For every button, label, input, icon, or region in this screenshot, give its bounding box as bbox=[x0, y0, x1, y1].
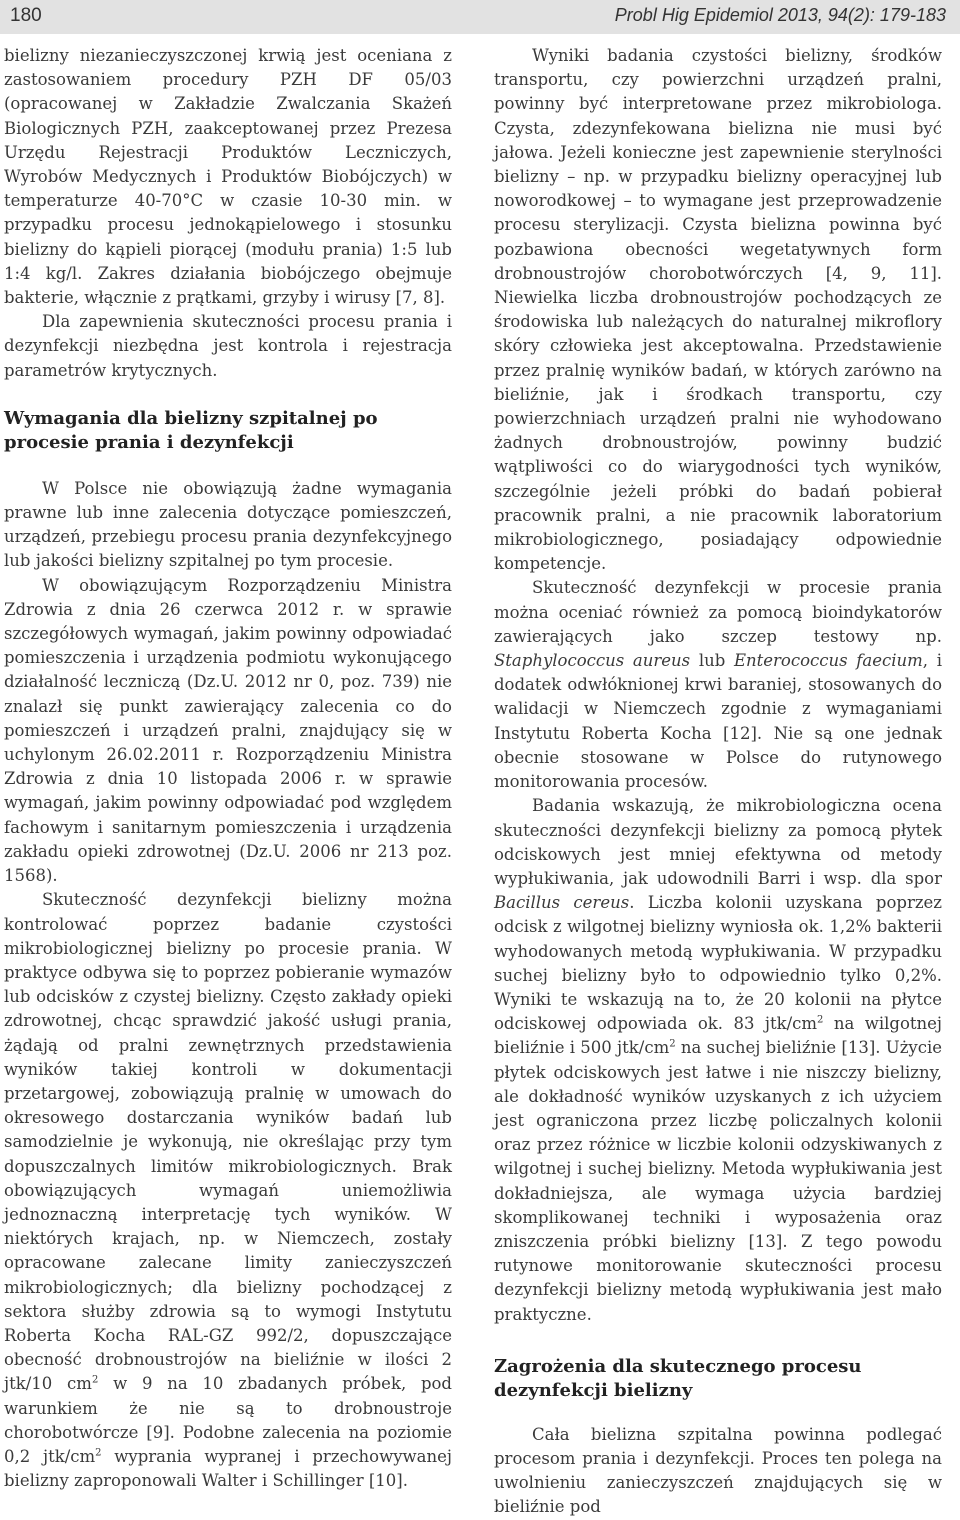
left-paragraph-4: W obowiązującym Rozporządzeniu Ministra Zdrowia z dnia 26 czerwca 2012 r. w sprawie szczegółowych wymagań, jakim powinny odpowiadać pomieszczenia i urządzenia podmiotu wykonującego działalność leczniczą (Dz.U. 2012 nr 0, poz. 739) nie znalazł się punkt zawierający zalecenia co do pomieszczeń i urządzeń pralni, znajdujący się w uchylonym 26.02.2011 r. Rozporządzeniu Ministra Zdrowia z dnia 10 listopada 2006 r. w sprawie wymagań, jakim powinny odpowiadać pod względem fachowym i sanitarnym pomieszczenia i urządzenia zakładu opieki zdrowotnej (Dz.U. 2006 nr 213 poz. 1568). bbox=[4, 575, 452, 886]
section-heading-threats: Zagrożenia dla skutecznego procesu dezynfekcji bielizny bbox=[494, 1355, 862, 1401]
right-paragraph-1: Wyniki badania czystości bielizny, środków transportu, czy powierzchni urządzeń pralni, powinny być interpretowane przez mikrobiologa. Czysta, zdezynfekowana bielizna nie musi być jałowa. Jeżeli konieczne jest zapewnienie sterylności bielizny – np. w przypadku bielizny operacyjnej lub noworodkowej – to wymagane jest przeprowadzenie procesu sterylizacji. Czysta bielizna powinna być pozbawiona obecności wegetatywnych form drobnoustrojów chorobotwórczych [4, 9, 11]. Niewielka liczba drobnoustrojów pochodzących ze środowiska lub należących do naturalnej mikroflory skóry człowieka jest akceptowalna. Przedstawienie przez pralnię wyników badań, w których zarówno na bieliźnie, jak i środkach transportu, czy powierzchniach urządzeń pralni nie wyhodowano żadnych drobnoustrojów, powinny budzić wątpliwości co do wiarygodności tych wyników, szczególnie jeżeli próbki do badań pobierał pracownik pralni, a nie pracownik laboratorium mikrobiologicznego, posiadający odpowiednie kompetencje. bbox=[494, 46, 942, 574]
left-paragraph-1: bielizny niezanieczyszczonej krwią jest oceniana z zastosowaniem procedury PZH DF 05/03 (opracowanej w Zakładzie Zwalczania Skażeń Biologicznych PZH, zaakceptowanej przez Prezesa Urzędu Rejestracji Produktów Leczniczych, Wyrobów Medycznych i Produktów Biobójczych) w temperaturze 40-70°C w czasie 10-30 min. w przypadku procesu jednokąpielowego i stosunku bielizny do kąpieli piorącej (modułu prania) 1:5 lub 1:4 kg/l. Zakres działania biobójczego obejmuje bakterie, włącznie z prątkami, grzyby i wirusy [7, 8]. bbox=[4, 46, 452, 308]
left-paragraph-2: Dla zapewnienia skuteczności procesu prania i dezynfekcji niezbędna jest kontrola i rejestracja parametrów krytycznych. bbox=[4, 312, 452, 380]
right-paragraph-3: Badania wskazują, że mikrobiologiczna ocena skuteczności dezynfekcji bielizny za pomocą płytek odciskowych jest mniej efektywna od metody wypłukiwania, jak udowodnili Barri i wsp. dla spor Bacillus cereus. Liczba kolonii uzyskana poprzez odcisk z wilgotnej bielizny wyniosła ok. 1,2% bakterii wyhodowanych metodą wypłukiwania. W przypadku suchej bielizny było to odpowiednio tylko 0,2%. Wyniki te wskazują na to, że 20 kolonii na płytce odciskowej odpowiada ok. 83 jtk/$cm^2$ na wilgotnej bieliźnie i 500 jtk/$cm^2$ na suchej bieliźnie [13]. Użycie płytek odciskowych jest łatwe i nie niszczy bielizny, ale dokładność wyników uzyskanych z ich użyciem jest ograniczona przez liczbę policzalnych kolonii oraz przez różnice w liczbie kolonii odzyskiwanych z wilgotnej i suchej bielizny. Metoda wypłukiwania jest dokładniejsza, ale wymaga użycia bardziej skomplikowanej techniki i wyposażenia oraz zniszczenia próbki bielizny [13]. Z tego powodu rutynowe monitorowanie skuteczności procesu dezynfekcji bielizny metodą wypłukiwania jest mało praktyczne. bbox=[494, 796, 943, 1324]
journal-citation: Probl Hig Epidemiol 2013, 94(2): 179-183 bbox=[614, 5, 946, 25]
left-column bbox=[4, 44, 452, 1493]
page-header bbox=[0, 0, 960, 34]
section-heading-requirements: Wymagania dla bielizny szpitalnej po procesie prania i dezynfekcji bbox=[4, 407, 378, 453]
right-paragraph-2: Skuteczność dezynfekcji w procesie prania można oceniać również za pomocą bioindykatorów zawierających jako szczep testowy np. Staphylococcus aureus lub Enterococcus faecium, i dodatek odwłóknionej krwi baraniej, stosowanych do walidacji w Niemczech zgodnie z wymaganiami Instytutu Roberta Kocha [12]. Nie są one jednak obecnie stosowane w Polsce do rutynowego monitorowania procesów. bbox=[494, 578, 942, 792]
left-paragraph-3: W Polsce nie obowiązują żadne wymagania prawne lub inne zalecenia dotyczące pomieszczeń, urządzeń, przebiegu procesu prania dezynfekcyjnego lub jakości bielizny szpitalnej po tym procesie. bbox=[4, 478, 452, 571]
left-paragraph-5: Skuteczność dezynfekcji bielizny można kontrolować poprzez badanie czystości mikrobiologicznej bielizny po procesie prania. W praktyce odbywa się to poprzez pobieranie wymazów lub odcisków z czystej bielizny. Często zakłady opieki zdrowotnej, chcąc sprawdzić jakość usługi prania, żądają od pralni zewnętrznych przedstawienia wyników takiej kontroli w dokumentacji przetargowej, zobowiązują pralnię w umowach do okresowego dostarczania wyników badań lub samodzielnie je wykonują, nie określając przy tym dopuszczalnych limitów mikrobiologicznych. Brak obowiązujących wymagań uniemożliwia jednoznaczną interpretację tych wyników. W niektórych krajach, np. w Niemczech, zostały opracowane zalecane limity zanieczyszczeń mikrobiologicznych; dla bielizny pochodzącej z sektora służby zdrowia są to wymogi Instytutu Roberta Kocha RAL-GZ 992/2, dopuszczające obecność drobnoustrojów na bieliźnie w ilości 2 jtk/10 $cm^2$ w 9 na 10 zbadanych próbek, pod warunkiem że nie są to drobnoustroje chorobotwórcze [9]. Podobne zalecenia na poziomie 0,2 jtk/$cm^2$ wyprania wypranej i przechowywanej bielizny zaproponowali Walter i Schillinger [10]. bbox=[4, 890, 452, 1491]
page-number: 180 bbox=[10, 5, 42, 26]
right-paragraph-4: Cała bielizna szpitalna powinna podlegać procesom prania i dezynfekcji. Proces ten polega na uwolnieniu zanieczyszczeń znajdujących się w bieliźnie pod bbox=[494, 1424, 942, 1517]
right-column bbox=[494, 44, 942, 1520]
